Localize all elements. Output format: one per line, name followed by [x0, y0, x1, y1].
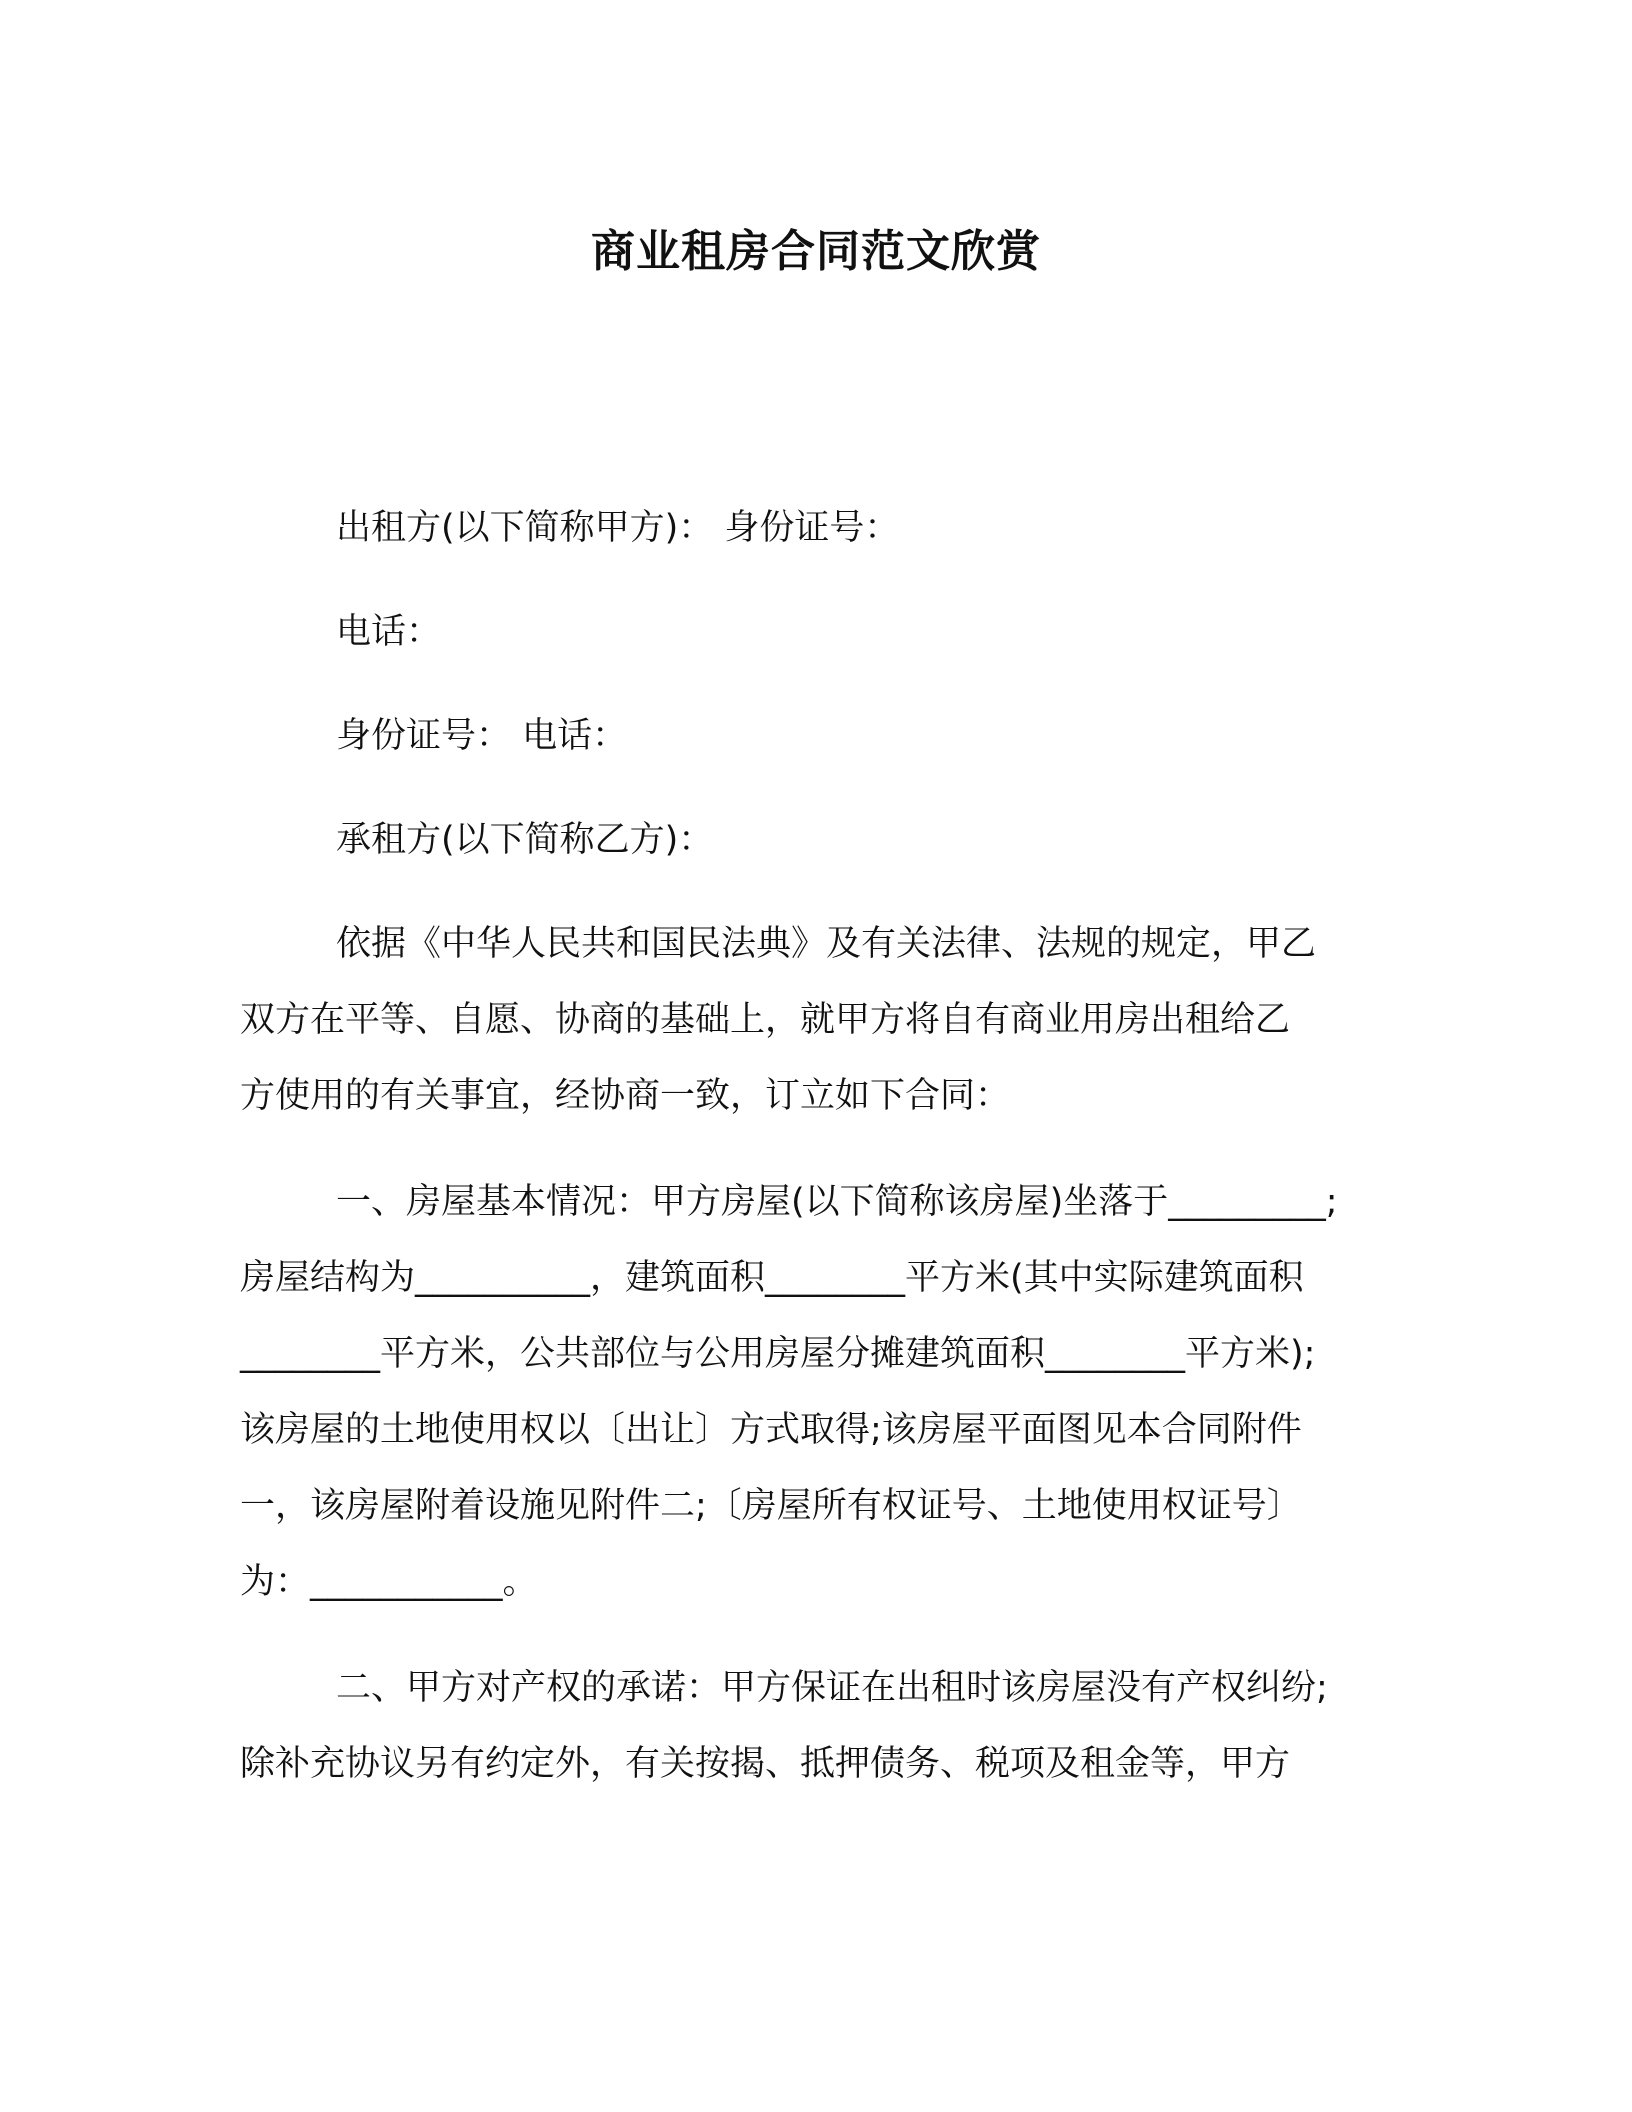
- section-2-line: 除补充协议另有约定外，有关按揭、抵押债务、税项及租金等，甲方: [240, 1744, 1291, 1784]
- section-1-line: 一、房屋基本情况：甲方房屋(以下简称该房屋)坐落于_________;: [336, 1182, 1338, 1222]
- section-1-line: 为：___________。: [240, 1562, 538, 1602]
- intro-line: 方使用的有关事宜，经协商一致，订立如下合同：: [240, 1076, 1011, 1116]
- id-phone-line: 身份证号： 电话：: [336, 716, 628, 756]
- section-1-line: ________平方米，公共部位与公用房屋分摊建筑面积________平方米);: [240, 1334, 1316, 1374]
- intro-line: 依据《中华人民共和国民法典》及有关法律、法规的规定，甲乙: [336, 924, 1317, 964]
- section-1-line: 一，该房屋附着设施见附件二;〔房屋所有权证号、土地使用权证号〕: [240, 1486, 1302, 1526]
- section-1-line: 房屋结构为__________，建筑面积________平方米(其中实际建筑面积: [240, 1258, 1304, 1298]
- section-2-line: 二、甲方对产权的承诺：甲方保证在出租时该房屋没有产权纠纷;: [336, 1668, 1328, 1708]
- lessee-line: 承租方(以下简称乙方)：: [336, 820, 714, 860]
- intro-line: 双方在平等、自愿、协商的基础上，就甲方将自有商业用房出租给乙: [240, 1000, 1291, 1040]
- lessor-line: 出租方(以下简称甲方)： 身份证号：: [336, 508, 900, 548]
- document-body: [240, 490, 1410, 1802]
- document-title: 商业租房合同范文欣赏: [591, 226, 1041, 277]
- phone-line: 电话：: [336, 612, 442, 652]
- section-1-line: 该房屋的土地使用权以〔出让〕方式取得;该房屋平面图见本合同附件: [240, 1410, 1302, 1450]
